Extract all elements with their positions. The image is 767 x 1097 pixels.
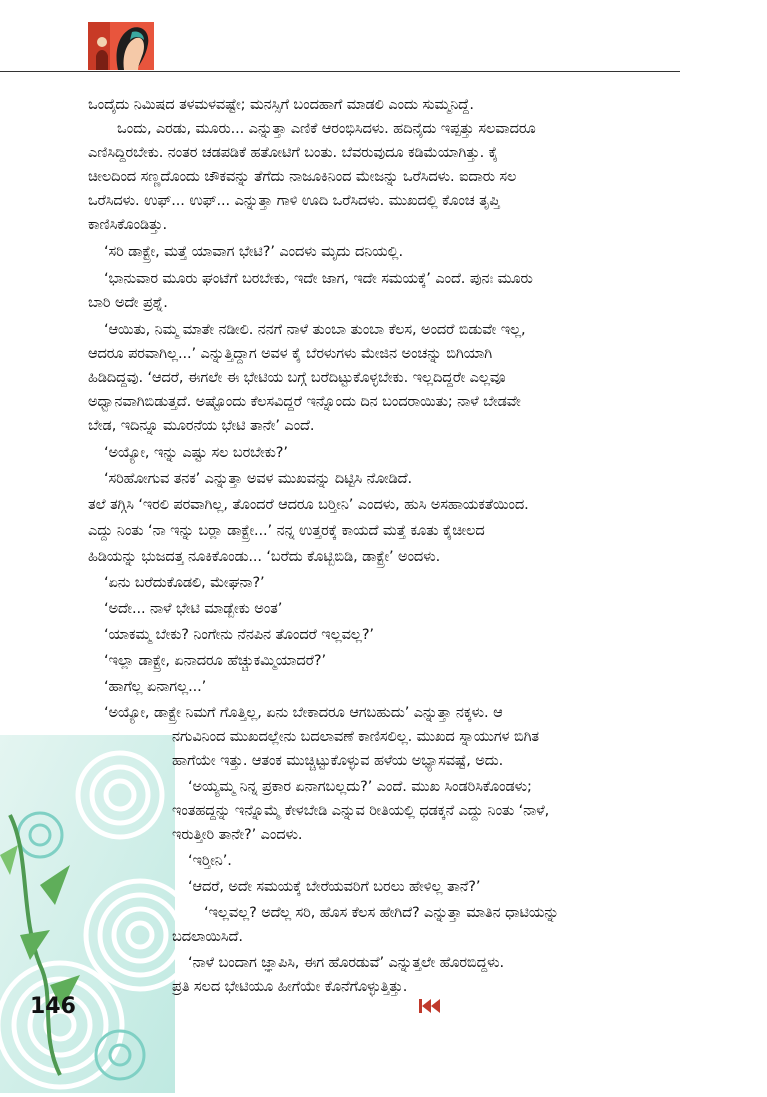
- text-line: ಬದಲಾಯಿಸಿದೆ.: [172, 929, 243, 945]
- text-line: ಕಾಣಿಸಿಕೊಂಡಿತ್ತು.: [88, 217, 167, 233]
- header-logo: [88, 22, 154, 70]
- text-line: ‘ಅಯ್ಯೋ, ಡಾಕ್ಟ್ರೇ ನಿಮಗೆ ಗೊತ್ತಿಲ್ಲ, ಏನು ಬೇಕಾದರೂ ಆಗಬಹುದು’ ಎನ್ನುತ್ತಾ ನಕ್ಕಳು. ಆ: [104, 705, 503, 721]
- text-line: ಎದ್ದು ನಿಂತು ‘ನಾ ಇನ್ನು ಬರ್‍ಲಾ ಡಾಕ್ಟ್ರೇ...’ ನನ್ನ ಉತ್ತರಕ್ಕೆ ಕಾಯದೆ ಮತ್ತೆ ಕೂತು ಕೈಚೀಲದ: [88, 523, 485, 539]
- text-line: ಆದರೂ ಪರವಾಗಿಲ್ಲ...’ ಎನ್ನುತ್ತಿದ್ದಾಗ ಅವಳ ಕೈ ಬೆರಳುಗಳು ಮೇಜಿನ ಅಂಚನ್ನು ಬಿಗಿಯಾಗಿ: [88, 346, 493, 362]
- text-line: ‘ಅಯ್ಯೋ, ಇನ್ನು ಎಷ್ಟು ಸಲ ಬರಬೇಕು?’: [104, 445, 288, 461]
- text-line: ‘ಇಲ್ಲಾ ಡಾಕ್ಟ್ರೇ, ಏನಾದರೂ ಹೆಚ್ಚುಕಮ್ಮಿಯಾದರೆ?’: [104, 653, 326, 669]
- text-line: ‘ಆದರೆ, ಅದೇ ಸಮಯಕ್ಕೆ ಬೇರೆಯವರಿಗೆ ಬರಲು ಹೇಳಿಲ್ಲ ತಾನೆ?’: [188, 879, 481, 895]
- text-line: ‘ಇಲ್ಲವಲ್ಲ? ಅದೆಲ್ಲ ಸರಿ, ಹೊಸ ಕೆಲಸ ಹೇಗಿದೆ? ಎನ್ನುತ್ತಾ ಮಾತಿನ ಧಾಟಿಯನ್ನು: [204, 905, 559, 921]
- header-divider: [0, 71, 680, 72]
- text-line: ‘ಅಯ್ಯಮ್ಮ ನಿನ್ನ ಪ್ರಕಾರ ಏನಾಗಬಲ್ಲದು?’ ಎಂದೆ. ಮುಖ ಸಿಂಡರಿಸಿಕೊಂಡಳು;: [188, 779, 532, 795]
- decorative-circles-art: [0, 735, 175, 1093]
- text-line: ಇರುತ್ತೀರಿ ತಾನೇ?’ ಎಂದಳು.: [172, 827, 303, 843]
- text-line: ‘ಸರಿ ಡಾಕ್ಟ್ರೇ, ಮತ್ತೆ ಯಾವಾಗ ಭೇಟಿ?’ ಎಂದಳು ಮೃದು ದನಿಯಲ್ಲಿ.: [104, 244, 403, 260]
- text-line: ‘ಅದೇ... ನಾಳೆ ಭೇಟಿ ಮಾಡ್ಬೇಕು ಅಂತ’: [104, 601, 283, 617]
- text-line: ಹಿಡಿದಿದ್ದವು. ‘ಆದರೆ, ಈಗಲೇ ಈ ಭೇಟಿಯ ಬಗ್ಗೆ ಬರೆದಿಟ್ಟುಕೊಳ್ಳಬೇಕು. ಇಲ್ಲದಿದ್ದರೇ ಎಲ್ಲವೂ: [88, 370, 506, 386]
- text-line: ಇಂತಹದ್ದನ್ನು ಇನ್ನೊಮ್ಮೆ ಕೇಳಬೇಡಿ ಎನ್ನುವ ರೀತಿಯಲ್ಲಿ ಧಡಕ್ಕನೆ ಎದ್ದು ನಿಂತು ‘ನಾಳೆ,: [172, 803, 550, 819]
- text-line: ‘ಏನು ಬರೆದುಕೊಡಲಿ, ಮೇಘನಾ?’: [104, 575, 265, 591]
- text-line: ಹಾಗೆಯೇ ಇತ್ತು. ಆತಂಕ ಮುಚ್ಚಿಟ್ಟುಕೊಳ್ಳುವ ಹಳೆಯ ಅಭ್ಯಾಸವಷ್ಟೆ, ಅದು.: [172, 753, 504, 769]
- text-line: ಬಾರಿ ಅದೇ ಪ್ರಶ್ನೆ.: [88, 295, 168, 311]
- text-line: ಒಂದೈದು ನಿಮಿಷದ ತಳಮಳವಷ್ಟೇ; ಮನಸ್ಸಿಗೆ ಬಂದಹಾಗೆ ಮಾಡಲಿ ಎಂದು ಸುಮ್ಮನಿದ್ದೆ.: [88, 97, 474, 113]
- text-line: ‘ಇರ್‍ತೀನಿ’.: [188, 853, 232, 869]
- text-line: ಒಂದು, ಎರಡು, ಮೂರು... ಎನ್ನುತ್ತಾ ಎಣಿಕೆ ಆರಂಭಿಸಿದಳು. ಹದಿನೈದು ಇಪ್ಪತ್ತು ಸಲವಾದರೂ: [117, 121, 536, 137]
- text-line: ಚೀಲದಿಂದ ಸಣ್ಣದೊಂದು ಚೌಕವನ್ನು ತೆಗೆದು ನಾಜೂಕಿನಿಂದ ಮೇಜನ್ನು ಒರೆಸಿದಳು. ಐದಾರು ಸಲ: [88, 169, 517, 185]
- woman-portrait-icon: [88, 22, 154, 70]
- text-line: ಎಣಿಸಿದ್ದಿರಬೇಕು. ನಂತರ ಚಡಪಡಿಕೆ ಹತೋಟಿಗೆ ಬಂತು. ಬೆವರುವುದೂ ಕಡಿಮೆಯಾಗಿತ್ತು. ಕೈ: [88, 145, 499, 161]
- back-button[interactable]: [418, 998, 442, 1014]
- skip-back-icon: [418, 998, 442, 1014]
- text-line: ‘ಸರಿಹೋಗುವ ತನಕ’ ಎನ್ನುತ್ತಾ ಅವಳ ಮುಖವನ್ನು ದಿಟ್ಟಿಸಿ ನೋಡಿದೆ.: [104, 471, 412, 487]
- text-line: ಬೇಡ, ಇದಿನ್ನೂ ಮೂರನೆಯ ಭೇಟಿ ತಾನೇ’ ಎಂದೆ.: [88, 418, 315, 434]
- text-line: ನಗುವಿನಿಂದ ಮುಖದಲ್ಲೇನು ಬದಲಾವಣೆ ಕಾಣಿಸಲಿಲ್ಲ. ಮುಖದ ಸ್ನಾಯುಗಳ ಬಿಗಿತ: [172, 729, 540, 745]
- text-line: ಅಧ್ವಾನವಾಗಿಬಿಡುತ್ತದೆ. ಅಷ್ಟೊಂದು ಕೆಲಸವಿದ್ದರೆ ಇನ್ನೊಂದು ದಿನ ಬಂದರಾಯಿತು; ನಾಳೆ ಬೇಡವೇ: [88, 394, 521, 410]
- text-line: ಹಿಡಿಯನ್ನು ಭುಜದತ್ತ ನೂಕಿಕೊಂಡು... ‘ಬರೆದು ಕೊಟ್ಬಿಬಿಡಿ, ಡಾಕ್ಟ್ರೇ’ ಅಂದಳು.: [88, 549, 441, 565]
- text-line: ತಲೆ ತಗ್ಗಿಸಿ ‘ಇರಲಿ ಪರವಾಗಿಲ್ಲ, ತೊಂದರೆ ಆದರೂ ಬರ್‍ತೀನಿ’ ಎಂದಳು, ಹುಸಿ ಅಸಹಾಯಕತೆಯಿಂದ.: [88, 497, 529, 513]
- text-line: ಪ್ರತಿ ಸಲದ ಭೇಟಿಯೂ ಹೀಗೆಯೇ ಕೊನೆಗೊಳ್ಳುತ್ತಿತ್ತು.: [172, 979, 408, 995]
- text-line: ‘ಆಯಿತು, ನಿಮ್ಮ ಮಾತೇ ನಡೀಲಿ. ನನಗೆ ನಾಳೆ ತುಂಬಾ ತುಂಬಾ ಕೆಲಸ, ಅಂದರೆ ಬಿಡುವೇ ಇಲ್ಲ,: [104, 322, 526, 338]
- text-line: ‘ಯಾಕಮ್ಮ ಬೇಕು? ನಿಂಗೇನು ನೆನಪಿನ ತೊಂದರೆ ಇಲ್ಲವಲ್ಲ?’: [104, 627, 374, 643]
- text-line: ‘ಭಾನುವಾರ ಮೂರು ಘಂಟೆಗೆ ಬರಬೇಕು, ಇದೇ ಜಾಗ, ಇದೇ ಸಮಯಕ್ಕೆ’ ಎಂದೆ. ಪುನಃ ಮೂರು: [104, 271, 533, 287]
- text-line: ಒರೆಸಿದಳು. ಉಫ್... ಉಫ್... ಎನ್ನುತ್ತಾ ಗಾಳಿ ಊದಿ ಒರೆಸಿದಳು. ಮುಖದಲ್ಲಿ ಕೊಂಚ ತೃಪ್ತಿ: [88, 193, 500, 209]
- page-number: 146: [30, 994, 76, 1019]
- text-line: ‘ಹಾಗೆಲ್ಲ ಏನಾಗಲ್ಲ...’: [104, 679, 207, 695]
- text-line: ‘ನಾಳೆ ಬಂದಾಗ ಜ್ಞಾಪಿಸಿ, ಈಗ ಹೊರಡುವೆ’ ಎನ್ನುತ್ತಲೇ ಹೊರಬಿದ್ದಳು.: [188, 955, 505, 971]
